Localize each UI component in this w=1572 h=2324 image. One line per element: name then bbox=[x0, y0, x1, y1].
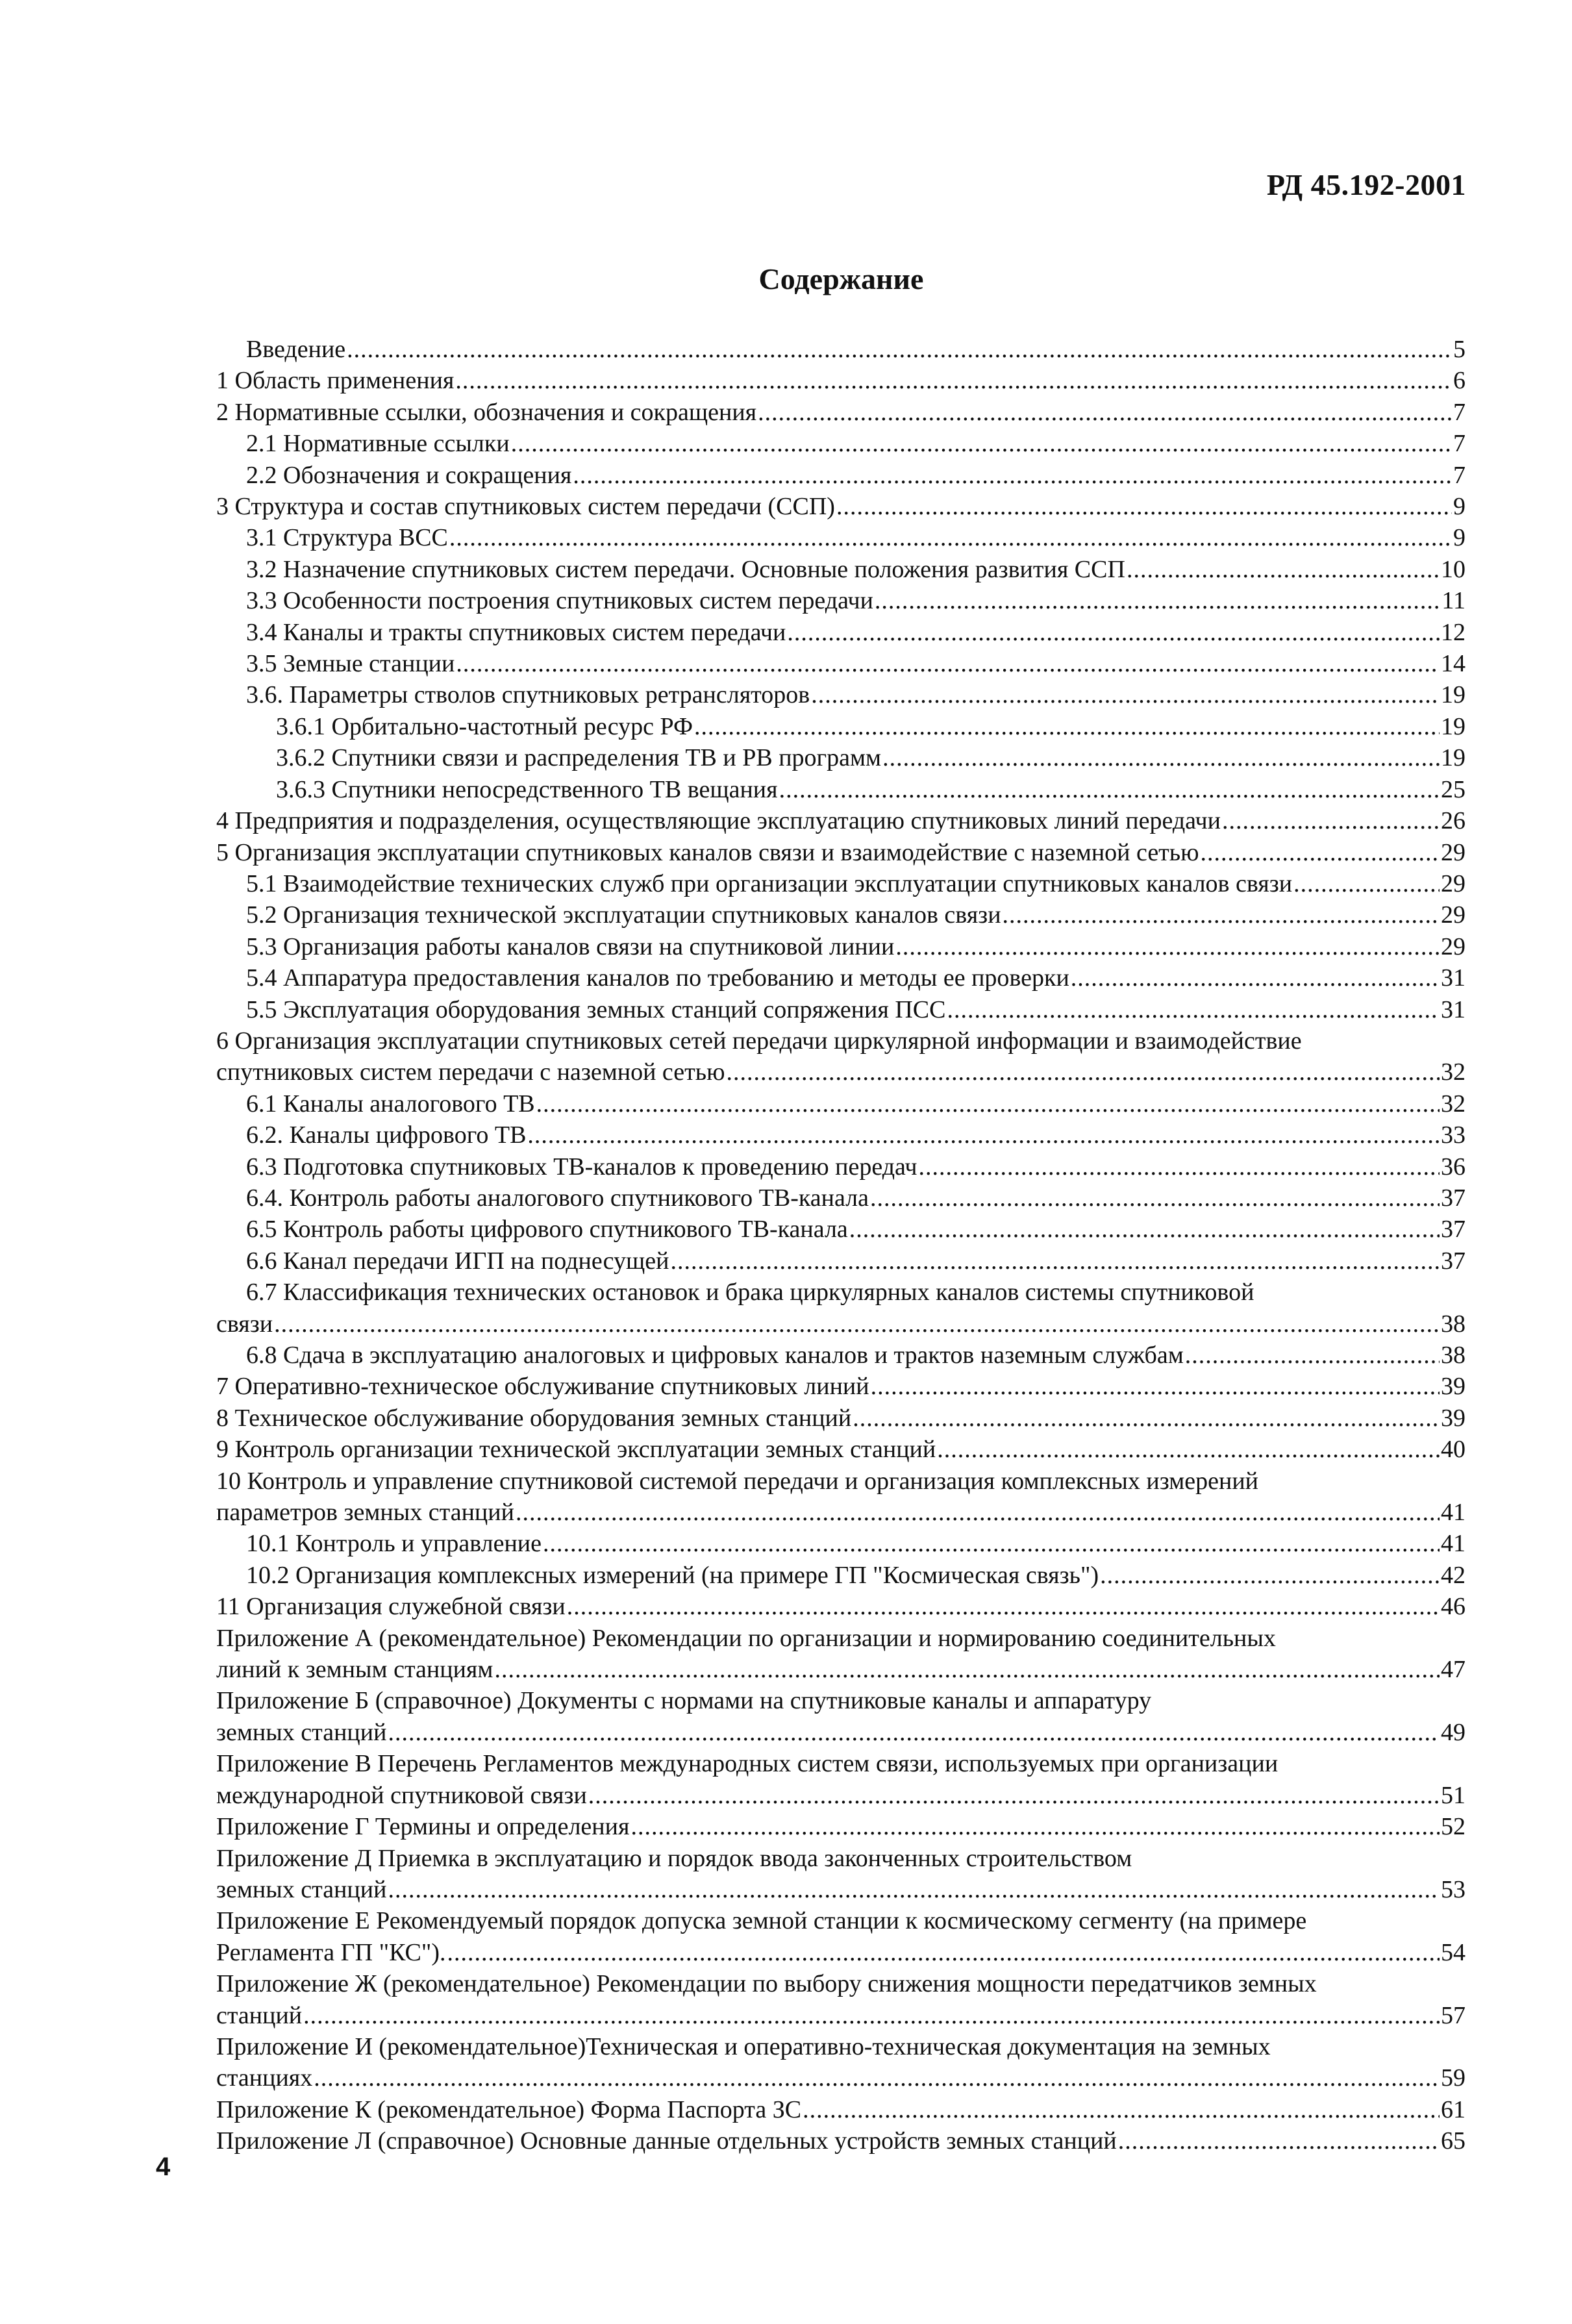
toc-entry-title: 3.5 Земные станции bbox=[246, 650, 455, 678]
toc-entry-title: 2 Нормативные ссылки, обозначения и сокращения bbox=[216, 398, 757, 426]
dot-leader bbox=[1100, 1560, 1440, 1591]
toc-entry-page: 57 bbox=[1441, 2001, 1466, 2029]
dot-leader bbox=[388, 1874, 1440, 1905]
toc-entry-page: 29 bbox=[1441, 932, 1466, 960]
toc-entry-title: параметров земных станций bbox=[216, 1499, 514, 1527]
toc-entry[interactable] bbox=[216, 1905, 1466, 1968]
dot-leader bbox=[875, 585, 1441, 616]
toc-entry-title: 6.3 Подготовка спутниковых ТВ-каналов к проведению передач bbox=[246, 1153, 917, 1181]
toc-entry-page: 31 bbox=[1441, 964, 1466, 992]
toc-entry[interactable] bbox=[216, 1685, 1466, 1748]
dot-leader bbox=[511, 428, 1452, 459]
toc-entry-page: 25 bbox=[1441, 775, 1466, 803]
toc-entry-title-line: Приложение Б (справочное) Документы с нормами на спутниковые каналы и аппаратуру bbox=[216, 1687, 1152, 1715]
toc-entry-title: станций bbox=[216, 2001, 303, 2029]
dot-leader bbox=[895, 931, 1440, 962]
toc-entry-title: 10.2 Организация комплексных измерений (на примере ГП "Космическая связь") bbox=[246, 1561, 1099, 1589]
toc-entry-title-line: Приложение Е Рекомендуемый порядок допуска земной станции к космическому сегменту (на примере bbox=[216, 1907, 1307, 1935]
toc-entry-title: Регламента ГП "КС"). bbox=[216, 1938, 446, 1966]
dot-leader bbox=[274, 1308, 1440, 1340]
page-title: Содержание bbox=[758, 262, 924, 295]
dot-leader bbox=[494, 1654, 1440, 1685]
toc-entry[interactable] bbox=[216, 931, 1466, 962]
toc-entry[interactable] bbox=[216, 617, 1466, 648]
toc-entry[interactable] bbox=[216, 994, 1466, 1025]
toc-entry-title: 5.4 Аппаратура предоставления каналов по требованию и методы ее проверки bbox=[246, 964, 1069, 992]
toc-entry-title: земных станций bbox=[216, 1718, 387, 1746]
toc-entry[interactable] bbox=[216, 899, 1466, 931]
toc-entry-title: 3.6.1 Орбитально-частотный ресурс РФ bbox=[276, 712, 693, 740]
dot-leader bbox=[455, 365, 1452, 396]
toc-entry-title: 6.2. Каналы цифрового ТВ bbox=[246, 1121, 527, 1149]
toc-entry-page: 40 bbox=[1441, 1436, 1466, 1464]
toc-entry-title: Приложение К (рекомендательное) Форма Паспорта ЗС bbox=[216, 2095, 802, 2123]
toc-entry-title: 6.4. Контроль работы аналогового спутникового ТВ-канала bbox=[246, 1184, 869, 1212]
page-number: 4 bbox=[156, 2153, 171, 2181]
dot-leader bbox=[347, 334, 1452, 365]
toc-entry-page: 12 bbox=[1441, 618, 1466, 646]
toc-entry[interactable] bbox=[216, 1277, 1466, 1340]
toc-entry[interactable] bbox=[216, 1151, 1466, 1182]
toc-entry-title: 5.2 Организация технической эксплуатации спутниковых каналов связи bbox=[246, 901, 1001, 929]
dot-leader bbox=[694, 711, 1440, 742]
toc-entry[interactable] bbox=[216, 962, 1466, 993]
dot-leader bbox=[456, 648, 1440, 679]
toc-entry[interactable] bbox=[216, 1748, 1466, 1811]
toc-entry-page: 42 bbox=[1441, 1561, 1466, 1589]
dot-leader bbox=[449, 522, 1452, 553]
dot-leader bbox=[303, 2000, 1440, 2031]
toc-entry-page: 9 bbox=[1453, 493, 1466, 521]
toc-entry-title: 2.1 Нормативные ссылки bbox=[246, 430, 510, 458]
dot-leader bbox=[882, 742, 1440, 773]
dot-leader bbox=[803, 2094, 1440, 2125]
toc-entry-page: 36 bbox=[1441, 1153, 1466, 1181]
dot-leader bbox=[388, 1717, 1440, 1748]
toc-entry-title: 3 Структура и состав спутниковых систем передачи (ССП) bbox=[216, 493, 835, 521]
toc-entry[interactable] bbox=[216, 1968, 1466, 2031]
toc-entry-page: 51 bbox=[1441, 1781, 1466, 1809]
toc-entry[interactable] bbox=[216, 1025, 1466, 1088]
toc-entry-page: 19 bbox=[1441, 712, 1466, 740]
dot-leader bbox=[1118, 2125, 1440, 2156]
toc-entry-page: 19 bbox=[1441, 681, 1466, 709]
toc-entry-page: 54 bbox=[1441, 1938, 1466, 1966]
dot-leader bbox=[630, 1811, 1440, 1842]
toc-entry[interactable] bbox=[216, 397, 1466, 428]
dot-leader bbox=[567, 1591, 1440, 1622]
dot-leader bbox=[536, 1088, 1440, 1119]
toc-entry[interactable] bbox=[216, 428, 1466, 459]
toc-entry[interactable] bbox=[216, 868, 1466, 899]
toc-entry-title: 3.2 Назначение спутниковых систем передачи. Основные положения развития ССП bbox=[246, 555, 1125, 583]
dot-leader bbox=[1185, 1340, 1440, 1371]
toc-entry-page: 5 bbox=[1453, 336, 1466, 363]
toc-entry-page: 41 bbox=[1441, 1499, 1466, 1527]
toc-entry-title: спутниковых систем передачи с наземной сетью bbox=[216, 1058, 725, 1086]
toc-entry-title-line: Приложение А (рекомендательное) Рекомендации по организации и нормированию соединительных bbox=[216, 1624, 1276, 1652]
toc-entry-title: 1 Область применения bbox=[216, 367, 455, 395]
toc-entry-title-line: Приложение Д Приемка в эксплуатацию и порядок ввода законченных строительством bbox=[216, 1844, 1132, 1872]
toc-entry-title: 3.6. Параметры стволов спутниковых ретрансляторов bbox=[246, 681, 810, 709]
toc-entry-title-line: Приложение В Перечень Регламентов международных систем связи, используемых при организации bbox=[216, 1750, 1279, 1778]
toc-entry-page: 61 bbox=[1441, 2095, 1466, 2123]
toc-entry[interactable] bbox=[216, 1214, 1466, 1245]
toc-entry-page: 19 bbox=[1441, 744, 1466, 772]
toc-entry-page: 37 bbox=[1441, 1184, 1466, 1212]
toc-entry-title: 5.3 Организация работы каналов связи на спутниковой линии bbox=[246, 932, 895, 960]
toc-entry-title: связи bbox=[216, 1310, 273, 1338]
toc-entry[interactable] bbox=[216, 648, 1466, 679]
toc-entry-title: международной спутниковой связи bbox=[216, 1781, 587, 1809]
toc-entry[interactable] bbox=[216, 1560, 1466, 1591]
toc-entry-title: Приложение Г Термины и определения bbox=[216, 1813, 630, 1841]
dot-leader bbox=[758, 397, 1452, 428]
toc-entry-page: 49 bbox=[1441, 1718, 1466, 1746]
dot-leader bbox=[937, 1434, 1440, 1465]
toc-entry-title: земных станций bbox=[216, 1875, 387, 1903]
toc-entry-page: 59 bbox=[1441, 2064, 1466, 2092]
toc-entry-page: 7 bbox=[1453, 430, 1466, 458]
toc-entry-title: 5 Организация эксплуатации спутниковых каналов связи и взаимодействие с наземной сетью bbox=[216, 838, 1199, 866]
toc-entry-title-line: 6.7 Классификация технических остановок и брака циркулярных каналов системы спутниковой bbox=[246, 1279, 1254, 1306]
toc-entry-page: 29 bbox=[1441, 838, 1466, 866]
toc-entry[interactable] bbox=[216, 1119, 1466, 1151]
toc-entry[interactable] bbox=[216, 1623, 1466, 1686]
toc-entry-page: 65 bbox=[1441, 2127, 1466, 2155]
toc-entry-title-line: 6 Организация эксплуатации спутниковых сетей передачи циркулярной информации и взаимодействие bbox=[216, 1027, 1302, 1055]
toc-entry[interactable] bbox=[216, 805, 1466, 836]
toc-entry[interactable] bbox=[216, 1371, 1466, 1402]
dot-leader bbox=[527, 1119, 1440, 1151]
dot-leader bbox=[447, 1937, 1440, 1968]
toc-entry-page: 53 bbox=[1441, 1875, 1466, 1903]
toc-entry-title: Приложение Л (справочное) Основные данные отдельных устройств земных станций bbox=[216, 2127, 1117, 2155]
toc-entry-page: 29 bbox=[1441, 901, 1466, 929]
toc-entry[interactable] bbox=[216, 1182, 1466, 1214]
toc-entry[interactable] bbox=[216, 1088, 1466, 1119]
toc-entry-title: 6.6 Канал передачи ИГП на поднесущей bbox=[246, 1247, 669, 1275]
toc-entry-page: 10 bbox=[1441, 555, 1466, 583]
toc-entry[interactable] bbox=[216, 1403, 1466, 1434]
toc-entry-page: 37 bbox=[1441, 1216, 1466, 1243]
toc-entry[interactable] bbox=[216, 711, 1466, 742]
toc-entry-title-line: 10 Контроль и управление спутниковой системой передачи и организация комплексных измерений bbox=[216, 1467, 1258, 1495]
toc-entry-title-line: Приложение Ж (рекомендательное) Рекомендации по выбору снижения мощности передатчиков земных bbox=[216, 1970, 1317, 1998]
toc-entry-title: станциях bbox=[216, 2064, 313, 2092]
toc-entry-title: 11 Организация служебной связи bbox=[216, 1593, 566, 1621]
toc-entry[interactable] bbox=[216, 837, 1466, 868]
toc-entry[interactable] bbox=[216, 1811, 1466, 1842]
toc-entry-page: 38 bbox=[1441, 1310, 1466, 1338]
toc-entry-title: 5.1 Взаимодействие технических служб при организации эксплуатации спутниковых каналов связи bbox=[246, 869, 1293, 897]
toc-entry-page: 52 bbox=[1441, 1813, 1466, 1841]
toc-entry-page: 46 bbox=[1441, 1593, 1466, 1621]
dot-leader bbox=[811, 679, 1440, 710]
toc-entry[interactable] bbox=[216, 334, 1466, 365]
toc-entry[interactable] bbox=[216, 365, 1466, 396]
toc-entry-page: 33 bbox=[1441, 1121, 1466, 1149]
toc-entry[interactable] bbox=[216, 679, 1466, 710]
dot-leader bbox=[516, 1497, 1440, 1528]
document-code: РД 45.192-2001 bbox=[1266, 168, 1466, 201]
toc-entry[interactable] bbox=[216, 1591, 1466, 1622]
dot-leader bbox=[1293, 868, 1440, 899]
toc-entry-page: 14 bbox=[1441, 650, 1466, 678]
dot-leader bbox=[588, 1780, 1440, 1811]
dot-leader bbox=[779, 774, 1440, 805]
toc-entry-title: 9 Контроль организации технической эксплуатации земных станций bbox=[216, 1436, 936, 1464]
toc-entry[interactable] bbox=[216, 1528, 1466, 1559]
dot-leader bbox=[1201, 837, 1440, 868]
dot-leader bbox=[947, 994, 1440, 1025]
dot-leader bbox=[1071, 962, 1440, 993]
toc-entry-title: 3.3 Особенности построения спутниковых систем передачи bbox=[246, 587, 873, 615]
dot-leader bbox=[870, 1182, 1440, 1214]
toc-entry-page: 9 bbox=[1453, 524, 1466, 552]
toc-entry-page: 37 bbox=[1441, 1247, 1466, 1275]
toc-entry-title: Введение bbox=[246, 336, 346, 363]
toc-entry-title: 3.6.2 Спутники связи и распределения ТВ и РВ программ bbox=[276, 744, 882, 772]
dot-leader bbox=[1127, 554, 1440, 585]
toc-entry-title: 6.5 Контроль работы цифрового спутникового ТВ-канала bbox=[246, 1216, 848, 1243]
toc-entry-title: 6.1 Каналы аналогового ТВ bbox=[246, 1090, 535, 1118]
dot-leader bbox=[836, 491, 1452, 522]
toc-entry-page: 32 bbox=[1441, 1090, 1466, 1118]
toc-entry-page: 32 bbox=[1441, 1058, 1466, 1086]
dot-leader bbox=[919, 1151, 1440, 1182]
dot-leader bbox=[726, 1056, 1440, 1088]
toc-entry[interactable] bbox=[216, 585, 1466, 616]
toc-entry[interactable] bbox=[216, 2031, 1466, 2094]
toc-entry-page: 26 bbox=[1441, 807, 1466, 835]
toc-entry[interactable] bbox=[216, 460, 1466, 491]
toc-entry-page: 47 bbox=[1441, 1656, 1466, 1684]
toc-entry[interactable] bbox=[216, 1340, 1466, 1371]
toc-entry[interactable] bbox=[216, 2125, 1466, 2156]
dot-leader bbox=[787, 617, 1440, 648]
toc-entry[interactable] bbox=[216, 491, 1466, 522]
toc-entry-title: 6.8 Сдача в эксплуатацию аналоговых и цифровых каналов и трактов наземным службам bbox=[246, 1342, 1184, 1369]
toc-entry-page: 6 bbox=[1453, 367, 1466, 395]
table-of-contents bbox=[216, 334, 1466, 2157]
toc-entry-page: 7 bbox=[1453, 461, 1466, 489]
toc-entry[interactable] bbox=[216, 742, 1466, 773]
dot-leader bbox=[849, 1214, 1440, 1245]
toc-entry-page: 31 bbox=[1441, 995, 1466, 1023]
toc-entry-title: 3.4 Каналы и тракты спутниковых систем передачи bbox=[246, 618, 786, 646]
toc-entry-title: 3.1 Структура ВСС bbox=[246, 524, 448, 552]
dot-leader bbox=[573, 460, 1452, 491]
toc-entry-title: 10.1 Контроль и управление bbox=[246, 1530, 542, 1558]
toc-entry[interactable] bbox=[216, 1466, 1466, 1529]
toc-entry-page: 41 bbox=[1441, 1530, 1466, 1558]
dot-leader bbox=[314, 2062, 1440, 2093]
toc-entry-page: 11 bbox=[1441, 587, 1466, 615]
toc-entry-title-line: Приложение И (рекомендательное)Техническая и оперативно-техническая документация на земных bbox=[216, 2032, 1271, 2060]
toc-entry-title: 7 Оперативно-техническое обслуживание спутниковых линий bbox=[216, 1373, 869, 1401]
toc-entry[interactable] bbox=[216, 522, 1466, 553]
toc-entry[interactable] bbox=[216, 1434, 1466, 1465]
toc-entry-page: 38 bbox=[1441, 1342, 1466, 1369]
toc-entry-title: линий к земным станциям bbox=[216, 1656, 493, 1684]
toc-entry-title: 8 Техническое обслуживание оборудования земных станций bbox=[216, 1404, 852, 1432]
dot-leader bbox=[1222, 805, 1440, 836]
toc-entry[interactable] bbox=[216, 554, 1466, 585]
toc-entry-page: 39 bbox=[1441, 1373, 1466, 1401]
toc-entry[interactable] bbox=[216, 2094, 1466, 2125]
toc-entry-page: 29 bbox=[1441, 869, 1466, 897]
toc-entry[interactable] bbox=[216, 1843, 1466, 1906]
dot-leader bbox=[543, 1528, 1440, 1559]
toc-entry-title: 4 Предприятия и подразделения, осуществляющие эксплуатацию спутниковых линий передачи bbox=[216, 807, 1221, 835]
toc-entry[interactable] bbox=[216, 1245, 1466, 1277]
dot-leader bbox=[1003, 899, 1440, 931]
toc-entry-page: 39 bbox=[1441, 1404, 1466, 1432]
toc-entry[interactable] bbox=[216, 774, 1466, 805]
toc-entry-page: 7 bbox=[1453, 398, 1466, 426]
toc-entry-title: 2.2 Обозначения и сокращения bbox=[246, 461, 572, 489]
dot-leader bbox=[871, 1371, 1440, 1402]
toc-entry-title: 5.5 Эксплуатация оборудования земных станций сопряжения ПСС bbox=[246, 995, 946, 1023]
dot-leader bbox=[853, 1403, 1440, 1434]
dot-leader bbox=[671, 1245, 1440, 1277]
toc-entry-title: 3.6.3 Спутники непосредственного ТВ вещания bbox=[276, 775, 778, 803]
